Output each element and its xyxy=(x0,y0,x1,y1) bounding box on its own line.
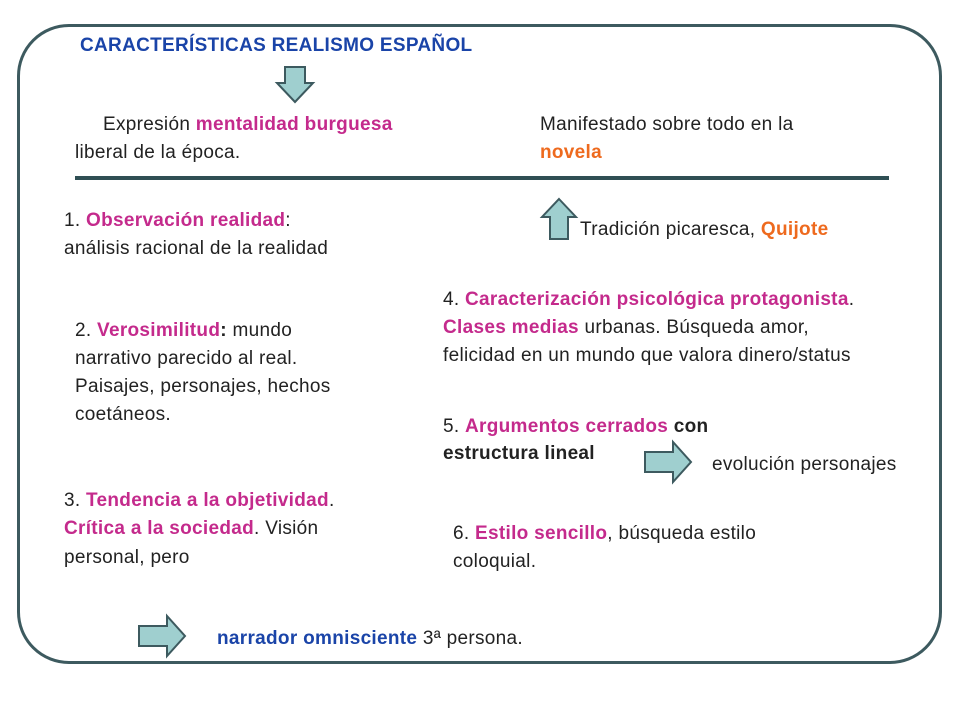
item-2-line3: Paisajes, personajes, hechos xyxy=(75,376,331,397)
item-5-line2: estructura lineal xyxy=(443,443,595,464)
page-title: CARACTERÍSTICAS REALISMO ESPAÑOL xyxy=(80,35,473,56)
tradition-text: Tradición picaresca, Quijote xyxy=(580,219,829,240)
intro-left-line1: Expresión mentalidad burguesa xyxy=(103,114,393,135)
right-arrow-icon-5 xyxy=(643,440,693,484)
item-5-line1: 5. Argumentos cerrados con xyxy=(443,416,709,437)
up-arrow-icon xyxy=(540,197,578,241)
item-3-line1: 3. Tendencia a la objetividad. xyxy=(64,490,335,511)
item-5-arrow-target: evolución personajes xyxy=(712,454,897,475)
item-3-line2: Crítica a la sociedad. Visión xyxy=(64,518,319,539)
item-4-line3: felicidad en un mundo que valora dinero/status xyxy=(443,345,851,366)
item-6-line2: coloquial. xyxy=(453,551,537,572)
intro-right-highlight: novela xyxy=(540,142,602,163)
item-2-line4: coetáneos. xyxy=(75,404,171,425)
divider-line xyxy=(75,176,889,180)
item-4-line1: 4. Caracterización psicológica protagonista. xyxy=(443,289,855,310)
intro-left-line2: liberal de la época. xyxy=(75,142,241,163)
item-6-line1: 6. Estilo sencillo, búsqueda estilo xyxy=(453,523,757,544)
item-2-line1: 2. Verosimilitud: mundo xyxy=(75,320,293,341)
right-arrow-icon-footer xyxy=(137,614,187,658)
item-4-line2: Clases medias urbanas. Búsqueda amor, xyxy=(443,317,810,338)
item-2-line2: narrativo parecido al real. xyxy=(75,348,298,369)
item-1-line2: análisis racional de la realidad xyxy=(64,238,329,259)
down-arrow-icon xyxy=(275,66,315,104)
footer-narrator: narrador omnisciente 3ª persona. xyxy=(217,628,523,649)
intro-right-line1: Manifestado sobre todo en la xyxy=(540,114,794,135)
item-3-line3: personal, pero xyxy=(64,547,190,568)
item-1-line1: 1. Observación realidad: xyxy=(64,210,291,231)
